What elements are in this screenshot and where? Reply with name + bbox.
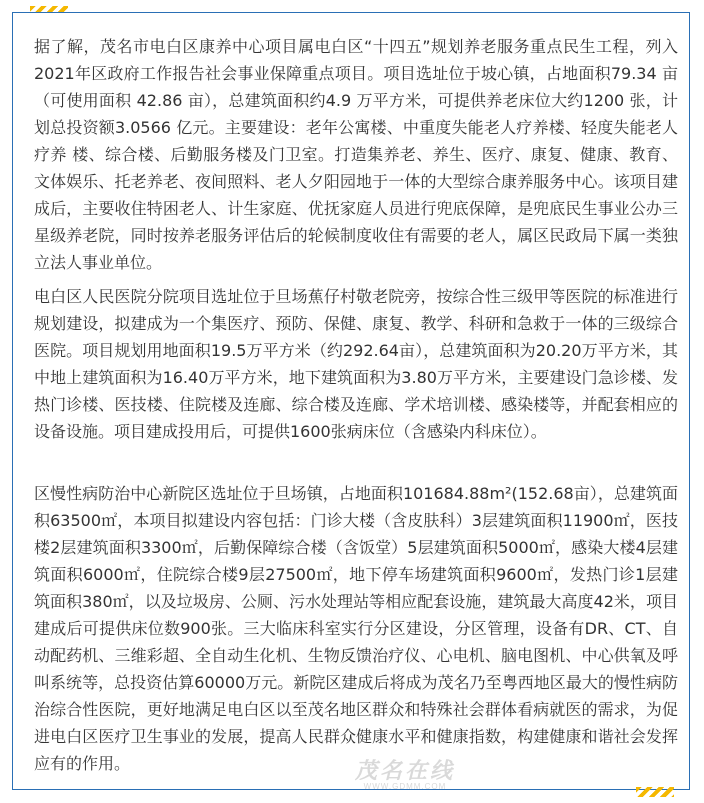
paragraph-chronic-disease-center: 区慢性病防治中心新院区选址位于旦场镇，占地面积101684.88m²(152.68亩），总建筑面积63500㎡，本项目拟建设内容包括：门诊大楼（含皮肤科）3层建筑面积11900㎡，医技楼2层建筑面积3300㎡，后勤保障综合楼（含饭堂）5层建筑面积5000㎡，感染大楼4层建筑面积6000㎡，住院综合楼9层27500㎡，地下停车场建筑面积9600㎡，发热门诊1层建筑面积380㎡，以及垃圾房、公厕、污水处理站等相应配套设施，建筑最大高度42米，项目建成后可提供床位数900张。三大临床科室实行分区建设，分区管理，设备有DR、CT、自动配药机、三维彩超、全自动生化机、生物反馈治疗仪、心电机、脑电图机、中心供氧及呼叫系统等，总投资估算60000万元。新院区建成后将成为茂名乃至粤西地区最大的慢性病防治综合性医院，更好地满足电白区以至茂名地区群众和特殊社会群体看病就医的需求，为促进电白区医疗卫生事业的发展，提高人民群众健康水平和健康指数，构建健康和谐社会发挥应有的作用。 <box>34 484 678 773</box>
corner-stripes-bottom-right <box>636 787 674 797</box>
site-watermark <box>340 760 470 792</box>
paragraph-peoples-hospital-branch: 电白区人民医院分院项目选址位于旦场蕉仔村敬老院旁，按综合性三级甲等医院的标准进行规划建设，拟建成为一个集医疗、预防、保健、康复、教学、科研和急救于一体的三级综合医院。项目规划用地面积19.5万平方米（约292.64亩），总建筑面积为20.20万平方米，其中地上建筑面积为16.40万平方米，地下建筑面积为3.80万平方米，主要建设门急诊楼、发热门诊楼、医技楼、住院楼及连廊、综合楼及连廊、学术培训楼、感染楼等，并配套相应的设备设施。项目建成投用后，可提供1600张病床位（含感染内科床位）。 <box>34 287 678 441</box>
paragraph-kangyang-center: 据了解，茂名市电白区康养中心项目属电白区“十四五”规划养老服务重点民生工程，列入2021年区政府工作报告社会事业保障重点项目。项目选址位于坡心镇，占地面积79.34 亩（可使用面积 42.86 亩），总建筑面积约4.9 万平方米，可提供养老床位大约1200 张，计划总投资额3.0566 亿元。主要建设：老年公寓楼、中重度失能老人疗养楼、轻度失能老人疗养 楼、综合楼、后勤服务楼及门卫室。打造集养老、养生、医疗、康复、健康、教育、文体娱乐、托老养老、夜间照料、老人夕阳园地于一体的大型综合康养服务中心。该项目建成后，主要收住特困老人、计生家庭、优抚家庭人员进行兜底保障，是兜底民生事业公办三星级养老院，同时按养老服务评估后的轮候制度收住有需要的老人，属区民政局下属一类独立法人事业单位。 <box>34 37 678 272</box>
watermark-url: WWW.GDMM.COM <box>363 782 447 791</box>
watermark-logo-text: 茂名在线 <box>354 758 455 783</box>
